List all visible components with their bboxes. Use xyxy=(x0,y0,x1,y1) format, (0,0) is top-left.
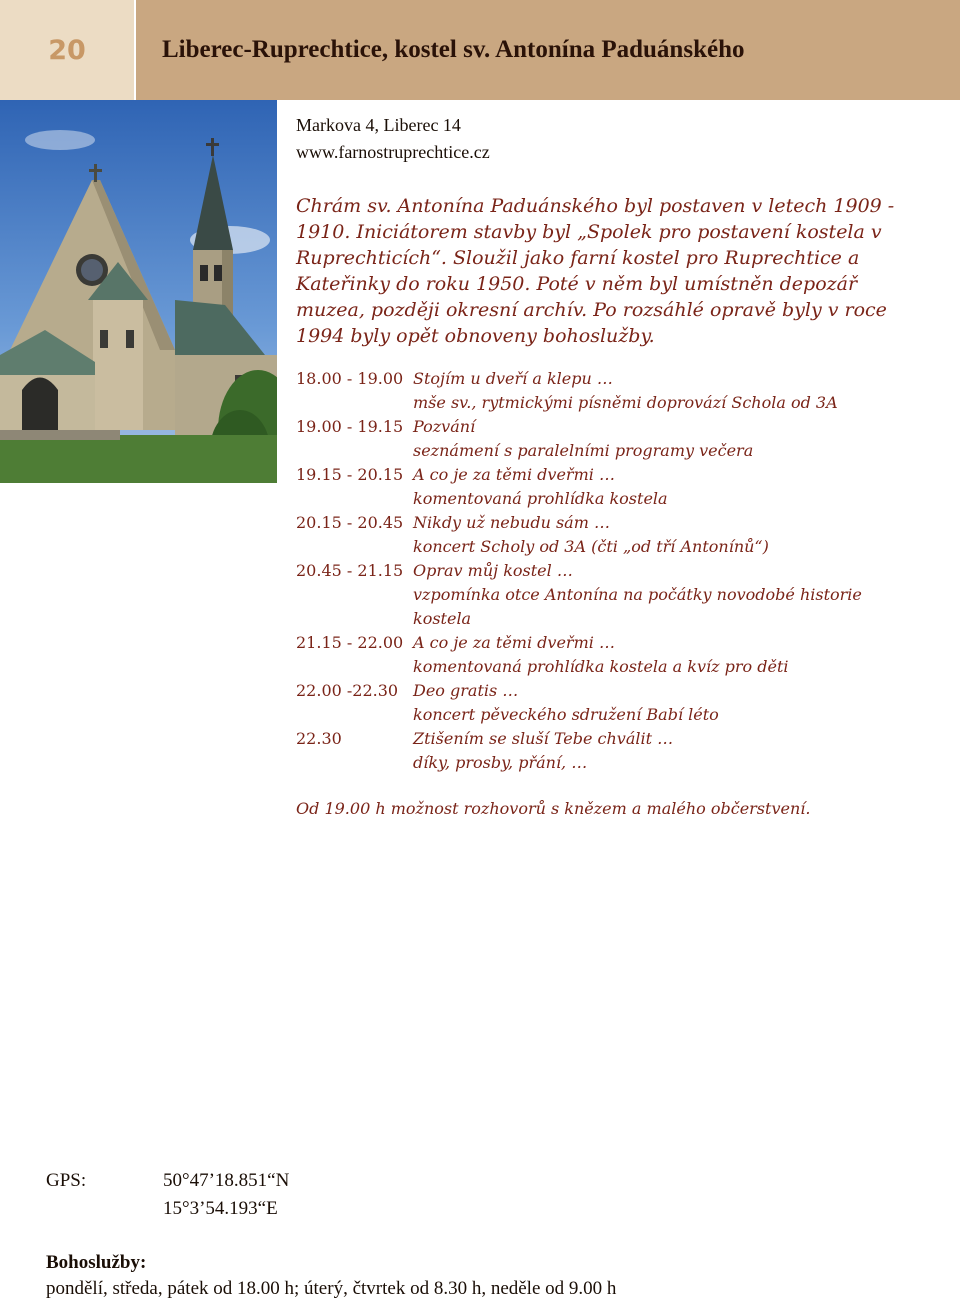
services-block xyxy=(46,1250,616,1302)
program-description: seznámení s paralelními programy večera xyxy=(413,441,754,460)
program-time: 21.15 - 22.00 xyxy=(296,633,404,652)
page-number: 20 xyxy=(0,0,134,100)
website-link[interactable]: www.farnostruprechtice.cz xyxy=(296,142,490,162)
page-header xyxy=(0,0,960,100)
intro-paragraph: Chrám sv. Antonína Paduánského byl postaven v letech 1909 - 1910. Iniciátorem stavby byl „Spolek pro postavení kostela v Ruprechticích“. Sloužil jako farní kostel pro Ruprechtice a Kateřinky do roku 1950. Poté v něm byl umístněn depozář muzea, později okresní archív. Po rozsáhlé opravě byly v roce 1994 byly opět obnoveny bohoslužby. xyxy=(296,195,895,347)
title-bar xyxy=(136,0,960,100)
program-description: díky, prosby, přání, … xyxy=(413,753,588,772)
program-title: Pozvání xyxy=(413,417,476,436)
program-item xyxy=(296,679,920,727)
program-time: 18.00 - 19.00 xyxy=(296,369,404,388)
program-description: koncert Scholy od 3A (čti „od tří Antonínů“) xyxy=(413,537,769,556)
program-time: 22.00 -22.30 xyxy=(296,681,399,700)
church-photo xyxy=(0,100,277,483)
program-description: komentovaná prohlídka kostela xyxy=(413,489,668,508)
refreshment-note: Od 19.00 h možnost rozhovorů s knězem a malého občerstvení. xyxy=(296,799,811,818)
services-label: Bohoslužby: xyxy=(46,1252,147,1273)
page-title: Liberec-Ruprechtice, kostel sv. Antonína Paduánského xyxy=(162,36,745,63)
program-item xyxy=(296,631,920,679)
program-title: A co je za těmi dveřmi … xyxy=(413,465,615,484)
program-item xyxy=(296,511,920,559)
address: Markova 4, Liberec 14 xyxy=(296,115,461,135)
program-item xyxy=(296,559,920,631)
program-description: mše sv., rytmickými písněmi doprovází Schola od 3A xyxy=(413,393,838,412)
program-time: 20.15 - 20.45 xyxy=(296,513,404,532)
program-title: Ztišením se sluší Tebe chválit … xyxy=(413,729,674,748)
program-item xyxy=(296,727,920,775)
program-title: Deo gratis … xyxy=(413,681,519,700)
program-description: vzpomínka otce Antonína na počátky novodobé historie kostela xyxy=(413,585,862,628)
program-title: Oprav můj kostel … xyxy=(413,561,573,580)
program-description: komentovaná prohlídka kostela a kvíz pro děti xyxy=(413,657,789,676)
program-title: A co je za těmi dveřmi … xyxy=(413,633,615,652)
program-time: 19.00 - 19.15 xyxy=(296,417,404,436)
gps-label: GPS: xyxy=(46,1170,87,1191)
gps-latitude: 50°47’18.851“N xyxy=(163,1170,290,1191)
program-time: 20.45 - 21.15 xyxy=(296,561,404,580)
program-item xyxy=(296,367,920,415)
main-content xyxy=(296,112,920,818)
program-time: 19.15 - 20.15 xyxy=(296,465,404,484)
program-time: 22.30 xyxy=(296,729,342,748)
program-item xyxy=(296,463,920,511)
program-description: koncert pěveckého sdružení Babí léto xyxy=(413,705,719,724)
program-title: Stojím u dveří a klepu … xyxy=(413,369,613,388)
program-title: Nikdy už nebudu sám … xyxy=(413,513,610,532)
services-schedule: pondělí, středa, pátek od 18.00 h; úterý, čtvrtek od 8.30 h, neděle od 9.00 h xyxy=(46,1278,617,1299)
program-item xyxy=(296,415,920,463)
contact-block xyxy=(296,112,920,166)
gps-longitude: 15°3’54.193“E xyxy=(163,1198,278,1219)
program-list xyxy=(296,367,920,775)
